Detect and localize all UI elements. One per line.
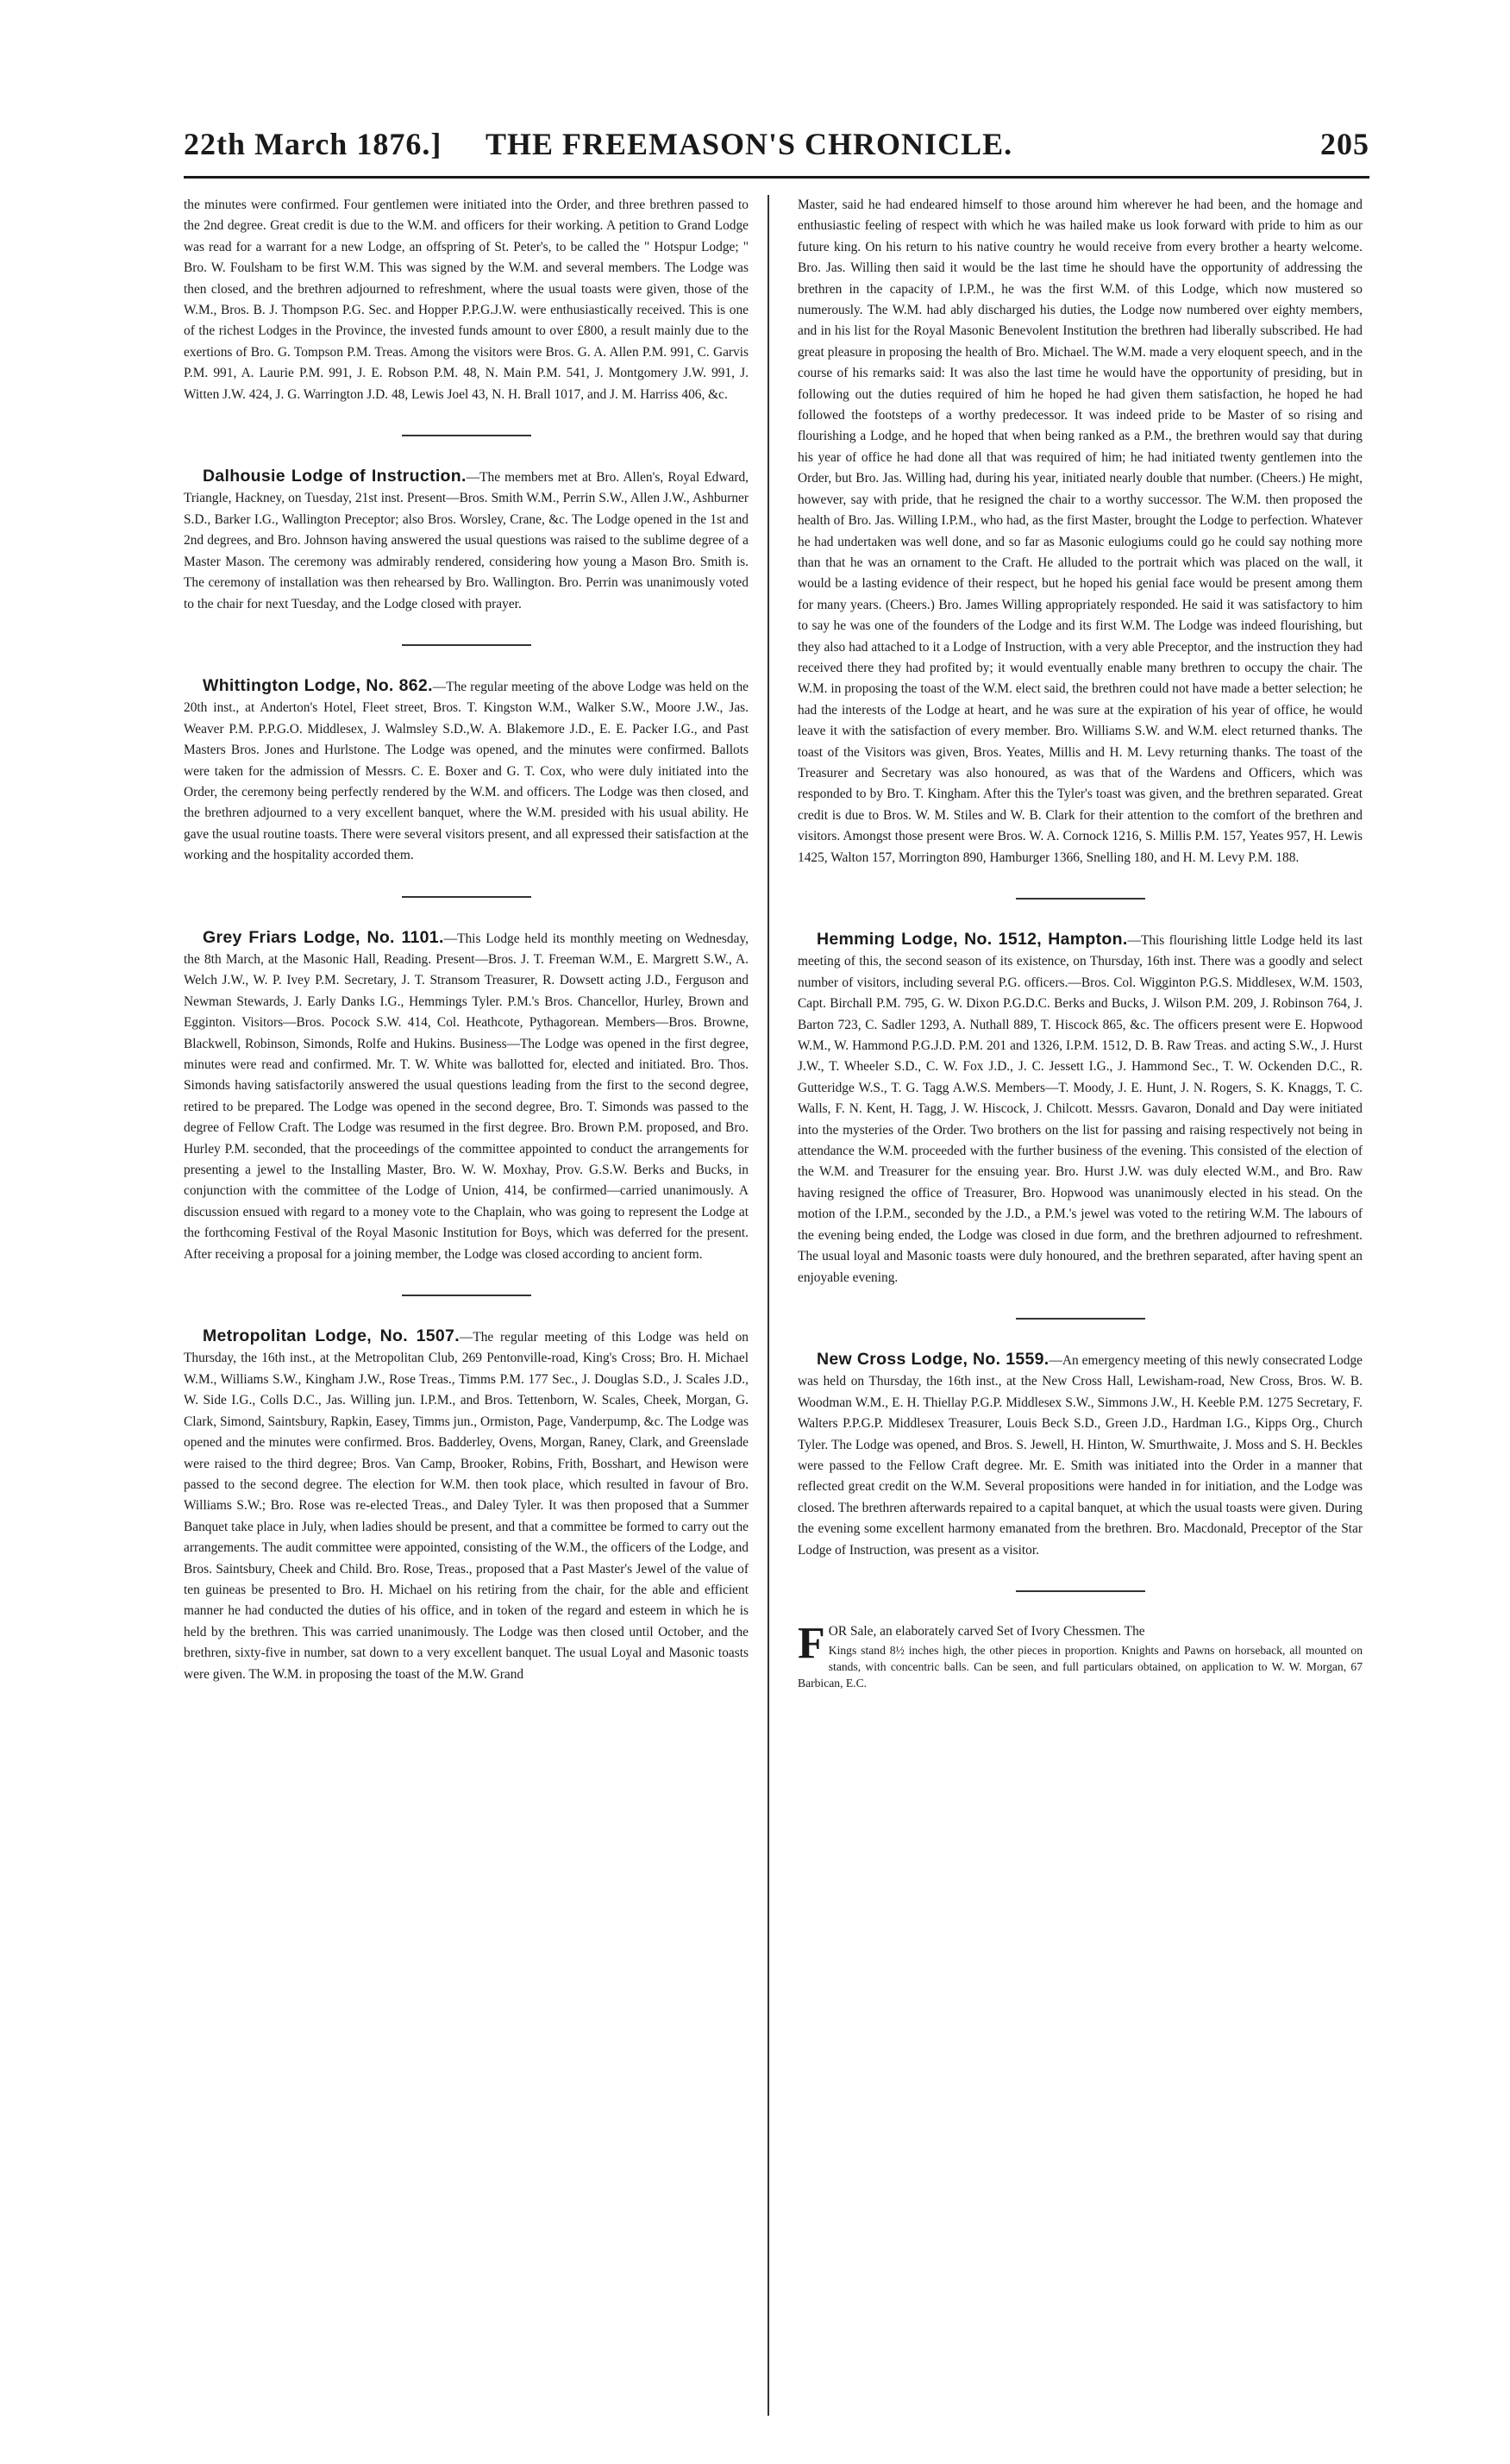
metropolitan-title: Metropolitan Lodge, No. 1507. [203, 1326, 460, 1346]
section-divider [402, 644, 531, 646]
advert-body: Kings stand 8½ inches high, the other pieces in proportion. Knights and Pawns on horseback, all mounted on stands, with concentric balls. Can be seen, and full particulars obtained, on application to W. W. Morgan, 67 Barbican, E.C. [798, 1643, 1363, 1690]
section-divider [402, 435, 531, 436]
dalhousie-body: —The members met at Bro. Allen's, Royal Edward, Triangle, Hackney, on Tuesday, 21st inst. Present—Bros. Smith W.M., Perrin S.W., Allen J.W., Ashburner S.D., Barker I.G., Wallington Preceptor; also Bros. Worsley, Crane, &c. The Lodge opened in the 1st and 2nd degrees, and Bro. Johnson having answered the usual questions was raised to the sublime degree of a Master Mason. The ceremony was admirably rendered, considering how young a Mason Bro. Smith is. The ceremony of installation was then rehearsed by Bro. Wallington. Bro. Perrin was unanimously voted to the chair for next Tuesday, and the Lodge closed with prayer. [184, 470, 749, 611]
dalhousie-title: Dalhousie Lodge of Instruction. [203, 467, 467, 486]
hemming-title: Hemming Lodge, No. 1512, Hampton. [817, 930, 1128, 949]
greyfriars-report [184, 927, 749, 1266]
column-rule [768, 195, 769, 2416]
newcross-report [798, 1349, 1363, 1561]
newcross-title: New Cross Lodge, No. 1559. [817, 1349, 1049, 1369]
sale-advertisement [798, 1618, 1363, 1691]
dalhousie-report [184, 466, 749, 615]
page-number: 205 [1320, 127, 1369, 161]
metropolitan-continuation: Master, said he had endeared himself to those around him wherever he had been, and the homage and enthusiastic feeling of respect with which he was hailed make us look forward with pride to him as our future king. On his return to his native country he would receive from every brother a hearty welcome. Bro. Jas. Willing then said it would be the last time he should have the opportunity of addressing the brethren in the capacity of I.P.M., he was the first W.M. of this Lodge, which now mustered so numerously. The W.M. had ably discharged his duties, the Lodge now numbered over eighty members, and in his list for the Royal Masonic Benevolent Institution the brethren had liberally subscribed. He had great pleasure in proposing the health of Bro. Michael. The W.M. made a very eloquent speech, and in the course of his remarks said: It was also the last time he would have the opportunity of presiding, but in following out the duties required of him he hoped he had given them satisfaction, he hoped he had followed the footsteps of a worthy predecessor. It was indeed pride to be Master of so rising and flourishing a Lodge, and he hoped that when being ranked as a P.M., the brethren would say that during his year of office he had done all that was required of him; he had initiated twenty gentlemen into the Order, but Bro. Jas. Willing had, during his year, initiated nearly double that number. (Cheers.) He might, however, say with pride, that he resigned the chair to a worthy successor. The W.M. then proposed the health of Bro. Jas. Willing I.P.M., who had, as the first Master, brought the Lodge to perfection. Whatever he had undertaken was well done, and so far as Masonic eulogiums could go he could say nothing more than that he was an ornament to the Craft. He alluded to the portrait which was placed on the wall, it would be a lasting evidence of their respect, but he hoped his genial face would be present among them for many years. (Cheers.) Bro. James Willing appropriately responded. He said it was satisfactory to him to say he was one of the founders of the Lodge and its first W.M. The Lodge was indeed flourishing, but they also had attached to it a Lodge of Instruction, with a very able Preceptor, and the instruction they had received there they had profited by; it would eventually enable many brethren to occupy the chair. The W.M. in proposing the toast of the W.M. elect said, the brethren could not have made a better selection; he had the interests of the Lodge at heart, and he was sure at the expiration of his year of office, he would leave it with the satisfaction of every member. Bro. Williams S.W. and W.M. elect returned thanks. The toast of the Visitors was given, Bros. Yeates, Millis and H. M. Levy returning thanks. The toast of the Treasurer and Secretary was also honoured, as was that of the Wardens and Officers, which was responded to by Bro. T. Kingham. After this the Tyler's toast was given, and the brethren separated. Great credit is due to Bros. W. M. Stiles and W. B. Clark for their attention to the comfort of the brethren and visitors. Amongst those present were Bros. W. A. Cornock 1216, S. Millis P.M. 157, Yeates 957, H. Lewis 1425, Walton 157, Morrington 890, Hamburger 1366, Snelling 180, and H. M. Levy P.M. 188. [798, 197, 1363, 865]
page-header [184, 126, 1369, 171]
right-column [798, 195, 1363, 1691]
hemming-report [798, 929, 1363, 1288]
section-divider [1016, 898, 1145, 900]
newcross-body: —An emergency meeting of this newly consecrated Lodge was held on Thursday, the 16th inst., at the New Cross Hall, Lewisham-road, New Cross, Bros. W. B. Woodman W.M., E. H. Thiellay P.G.P. Middlesex S.W., Simmons J.W., H. Keeble P.M. 1275 Secretary, F. Walters P.P.G.P. Middlesex Treasurer, Louis Beck S.D., Green J.D., Hardman I.G., Kipps Org., Church Tyler. The Lodge was opened, and Bros. S. Jewell, H. Hinton, W. Smurthwaite, J. Moss and S. H. Beckles were passed to the Fellow Craft degree. Mr. E. Smith was initiated into the Order in a manner that reflected great credit on the W.M. Several propositions were handed in for initiation, and the Lodge was closed. The brethren afterwards repaired to a capital banquet, at which the usual toasts were given. During the evening some excellent harmony emanated from the brethren. Bro. Macdonald, Preceptor of the Star Lodge of Instruction, was present as a visitor. [798, 1352, 1363, 1558]
header-rule [184, 176, 1369, 179]
whittington-body: —The regular meeting of the above Lodge was held on the 20th inst., at Anderton's Hotel, Fleet street, Bros. T. Kingston W.M., Walker S.W., Moore J.W., Jas. Weaver P.M. P.P.G.O. Middlesex, J. Walmsley S.D.,W. A. Blakemore J.D., E. E. Packer I.G., and Past Masters Bros. Jones and Hurlstone. The Lodge was opened, and the minutes were confirmed. Ballots were taken for the admission of Messrs. C. E. Boxer and G. T. Cox, who were duly initiated into the Order, the ceremony being perfectly rendered by the W.M. and officers. The Lodge was then closed, and the brethren adjourned to a very excellent banquet, where the W.M. presided with his usual ability. He gave the usual routine toasts. There were several visitors present, and all expressed their satisfaction at the working and the hospitality accorded them. [184, 679, 749, 863]
publication-title: THE FREEMASON'S CHRONICLE. [486, 127, 1013, 161]
hemming-body: —This flourishing little Lodge held its last meeting of this, the second season of its existence, on Thursday, 16th inst. There was a goodly and select number of visitors, including several P.G. officers.—Bros. Col. Wigginton P.G.S. Middlesex, W.M. 1503, Capt. Birchall P.M. 795, G. W. Dixon P.G.D.C. Berks and Bucks, J. Wilson P.M. 209, J. Robinson 764, J. Barton 723, C. Sadler 1293, A. Nuthall 889, T. Hiscock 865, &c. The officers present were E. Hopwood W.M., W. Hammond P.G.J.D. P.M. 201 and 1326, I.P.M. 1512, D. B. Raw Treas. and acting S.W., J. Hurst J.W., T. Wheeler S.D., C. W. Fox J.D., J. C. Jessett I.G., J. Hammond Sec., T. W. Ockenden D.C., R. Gutteridge W.S., T. G. Tagg A.W.S. Members—T. Moody, J. E. Hunt, J. N. Rogers, S. K. Knaggs, T. C. Walls, F. N. Kent, H. Tagg, J. W. Hiscock, J. Chilcott. Messrs. Gavaron, Donald and Day were initiated into the mysteries of the Order. Two brothers on the list for passing and raising respectively not being in attendance the W.M. proceeded with the further business of the evening. This consisted of the election of the W.M. and Treasurer for the ensuing year. Bro. Hurst J.W. was duly elected W.M., and Bro. Raw having resigned the office of Treasurer, Bro. Hopwood was unanimously elected in his stead. On the motion of the I.P.M., seconded by the J.D., a P.M.'s jewel was voted to the retiring W.M. The labours of the evening being ended, the Lodge was closed in due form, and the brethren adjourned to refreshment. The usual loyal and Masonic toasts were duly honoured, and the brethren separated, after having spent an enjoyable evening. [798, 933, 1363, 1285]
section-divider [402, 1295, 531, 1296]
metropolitan-report [184, 1326, 749, 1685]
greyfriars-body: —This Lodge held its monthly meeting on Wednesday, the 8th March, at the Masonic Hall, Reading. Present—Bros. J. T. Freeman W.M., E. Margrett S.W., A. Welch J.W., W. P. Ivey P.M. Secretary, J. T. Stransom Treasurer, R. Dowsett acting J.D., Ferguson and Newman Stewards, J. Early Danks I.G., Hemmings Tyler. P.M.'s Bros. Chancellor, Hurley, Brown and Egginton. Visitors—Bros. Pocock S.W. 414, Col. Heathcote, Pythagorean. Members—Bros. Browne, Blackwell, Robinson, Simonds, Rolfe and Hukins. Business—The Lodge was opened in the first degree, minutes were read and confirmed. Mr. T. W. White was ballotted for, elected and initiated. Bro. Thos. Simonds having satisfactorily answered the usual questions leading from the first to the second degree, retired to be prepared. The Lodge was opened in the second degree, Bro. T. Simonds was passed to the degree of Fellow Craft. The Lodge was resumed in the first degree. Bro. Brown P.M. proposed, and Bro. Hurley P.M. seconded, that the proceedings of the committee appointed to conduct the arrangements for presenting a jewel to the Installing Master, Bro. W. W. Moxhay, Prov. G.S.W. Berks and Bucks, in conjunction with the committee of the Lodge of Union, 414, be confirmed—carried unanimously. A discussion ensued with regard to a money vote to the Chaplain, who was going to represent the Lodge at the forthcoming Festival of the Royal Masonic Institution for Boys, which was deferred for the present. After receiving a proposal for a joining member, the Lodge was closed according to ancient form. [184, 931, 749, 1262]
intro-paragraph: the minutes were confirmed. Four gentlemen were initiated into the Order, and three brethren passed to the 2nd degree. Great credit is due to the W.M. and officers for their working. A petition to Grand Lodge was read for a warrant for a new Lodge, an offspring of St. Peter's, to be called the " Hotspur Lodge; " Bro. W. Foulsham to be first W.M. This was signed by the W.M. and several members. The Lodge was then closed, and the brethren adjourned to refreshment, where the usual toasts were given, those of the W.M., Bros. B. J. Thompson P.G. Sec. and Hopper P.P.G.J.W. were enthusiastically received. This is one of the richest Lodges in the Province, the invested funds amount to over £800, a result mainly due to the exertions of Bro. G. Tompson P.M. Treas. Among the visitors were Bros. G. A. Allen P.M. 991, C. Garvis P.M. 991, A. Laurie P.M. 991, J. E. Robson P.M. 48, N. Main P.M. 541, J. Montgomery J.W. 991, J. Witten J.W. 424, J. G. Warrington J.D. 48, Lewis Joel 43, N. H. Brall 1017, and J. M. Harriss 406, &c. [184, 197, 749, 402]
section-divider [1016, 1590, 1145, 1592]
section-divider [402, 896, 531, 898]
greyfriars-title: Grey Friars Lodge, No. 1101. [203, 927, 444, 947]
issue-date: 22th March 1876.] [184, 127, 442, 161]
advert-drop-cap: F [798, 1618, 825, 1668]
advert-first-line: OR Sale, an elaborately carved Set of Ivory Chessmen. The [828, 1623, 1145, 1639]
whittington-report [184, 675, 749, 867]
left-column [184, 195, 749, 1685]
metropolitan-body: —The regular meeting of this Lodge was held on Thursday, the 16th inst., at the Metropolitan Club, 269 Pentonville-road, King's Cross; Bro. H. Michael W.M., Williams S.W., Kingham J.W., Rose Treas., Timms P.M. 177 Sec., J. Douglas S.D., J. Scales J.D., W. Side I.G., Colls D.C., Jas. Willing jun. I.P.M., and Bros. Tettenborn, W. Scales, Cheek, Morgan, G. Clark, Simond, Saintsbury, Rapkin, Easey, Timms jun., Ormiston, Page, Vanderpump, &c. The Lodge was opened and the minutes were confirmed. Bros. Badderley, Ovens, Morgan, Raney, Clark, and Greenslade were raised to the third degree; Bros. Van Camp, Brooker, Robins, Frith, Bosshart, and Hewison were passed to the second degree. The election for W.M. then took place, which resulted in favour of Bro. Williams S.W.; Bro. Rose was re-elected Treas., and Daley Tyler. It was then proposed that a Summer Banquet take place in July, when ladies should be present, and that a committee be formed to carry out the arrangements. The audit committee were appointed, consisting of the W.M., the officers of the Lodge, and Bros. Saintsbury, Cheek and Child. Bro. Rose, Treas., proposed that a Past Master's Jewel of the value of ten guineas be presented to Bro. H. Michael on his retiring from the chair, for the able and efficient manner he had conducted the duties of his office, and in token of the regard and esteem in which he is held by the brethren. This was carried unanimously. The Lodge was then closed until October, and the brethren, sixty-five in number, sat down to a very excellent banquet. The usual Loyal and Masonic toasts were given. The W.M. in proposing the toast of the M.W. Grand [184, 1330, 749, 1682]
section-divider [1016, 1318, 1145, 1320]
whittington-title: Whittington Lodge, No. 862. [203, 675, 433, 695]
